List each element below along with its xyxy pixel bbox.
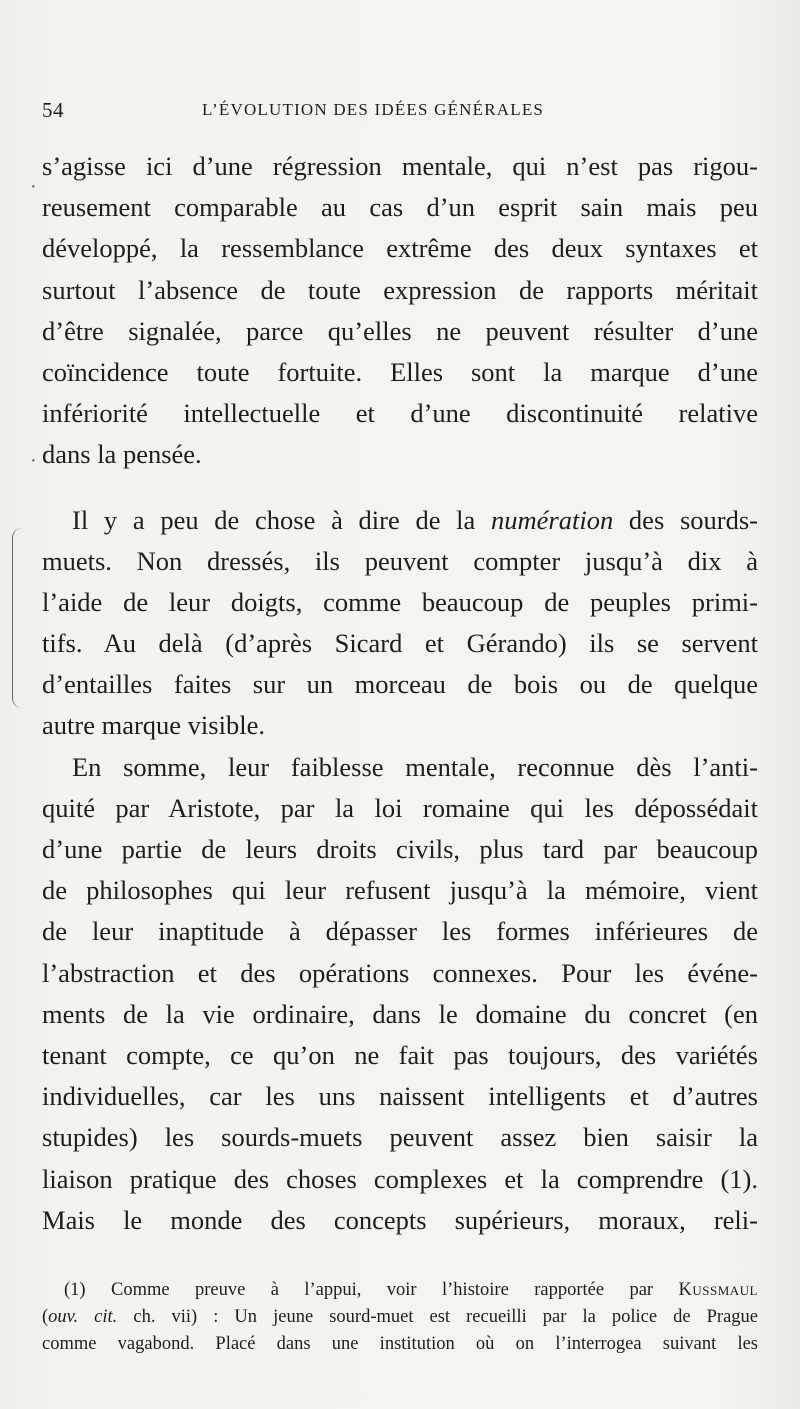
footnote-line: (ouv. cit. ch. vii) : Un jeune sourd-muet est recueilli par la police de Prague xyxy=(42,1307,758,1327)
text-line: de philosophes qui leur refusent jusqu’à la mémoire, vient xyxy=(42,875,758,906)
text-line: quité par Aristote, par la loi romaine qui les dépossédait xyxy=(42,792,758,823)
text-line: développé, la ressemblance extrême des deux syntaxes et xyxy=(42,233,758,264)
margin-dot: · xyxy=(30,176,37,198)
text-run: des sourds- xyxy=(613,504,758,535)
running-title: L’ÉVOLUTION DES IDÉES GÉNÉRALES xyxy=(202,100,545,119)
text-run: Il y a peu de chose à dire de la xyxy=(72,504,492,535)
paragraph-spacer xyxy=(42,476,758,500)
text-line: individuelles, car les uns naissent intelligents et d’autres xyxy=(42,1081,758,1112)
text-line: reusement comparable au cas d’un esprit sain mais peu xyxy=(42,192,758,223)
emphasis-numeration: numération xyxy=(491,504,614,535)
margin-dot: · xyxy=(30,450,37,472)
text-line: coïncidence toute fortuite. Elles sont la marque d’une xyxy=(42,356,758,387)
text-line: surtout l’absence de toute expression de rapports méritait xyxy=(42,274,758,305)
text-line: muets. Non dressés, ils peuvent compter jusqu’à dix à xyxy=(42,545,758,576)
footnotes xyxy=(42,1277,758,1358)
text-line: dans la pensée. xyxy=(42,439,202,470)
text-run: ch. vii) : Un jeune sourd-muet est recueilli par la police de Prague xyxy=(117,1307,758,1327)
text-line: d’entailles faites sur un morceau de bois ou de quelque xyxy=(42,669,758,700)
text-line xyxy=(42,500,758,541)
text-line: l’abstraction et des opérations connexes. Pour les événe- xyxy=(42,957,758,988)
author-name: Kussmaul xyxy=(678,1280,758,1300)
text-line: infériorité intellectuelle et d’une discontinuité relative xyxy=(42,398,758,429)
paragraph-2 xyxy=(42,500,758,747)
text-line: stupides) les sourds-muets peuvent assez bien saisir la xyxy=(42,1122,758,1153)
footnote-line xyxy=(42,1277,758,1304)
text-line: d’une partie de leurs droits civils, plus tard par beaucoup xyxy=(42,834,758,864)
emphasis-citation: ouv. cit. xyxy=(48,1307,118,1327)
text-line: Mais le monde des concepts supérieurs, moraux, reli- xyxy=(42,1204,758,1235)
text-line: l’aide de leur doigts, comme beaucoup de peuples primi- xyxy=(42,586,758,617)
text-line: liaison pratique des choses complexes et la comprendre (1). xyxy=(42,1163,758,1194)
text-run: (1) Comme preuve à l’appui, voir l’histoire rapportée par xyxy=(64,1280,679,1300)
text-line: d’être signalée, parce qu’elles ne peuvent résulter d’une xyxy=(42,315,758,346)
text-line: de leur inaptitude à dépasser les formes inférieures de xyxy=(42,916,758,947)
paragraph-3 xyxy=(42,747,758,1241)
text-line: autre marque visible. xyxy=(42,710,265,741)
paragraph-1 xyxy=(42,146,758,476)
margin-bracket-mark xyxy=(12,528,27,708)
footnote-line: comme vagabond. Placé dans une institution où on l’interrogea suivant les xyxy=(42,1334,758,1354)
text-line: tifs. Au delà (d’après Sicard et Gérando) ils se servent xyxy=(42,628,758,659)
text-line: En somme, leur faiblesse mentale, reconnue dès l’anti- xyxy=(72,751,758,782)
page-header xyxy=(42,98,758,128)
text-line: ments de la vie ordinaire, dans le domaine du concret (en xyxy=(42,998,758,1029)
page-number: 54 xyxy=(42,98,64,122)
main-text xyxy=(42,146,758,1241)
text-line: tenant compte, ce qu’on ne fait pas toujours, des variétés xyxy=(42,1039,758,1070)
text-line: s’agisse ici d’une régression mentale, qui n’est pas rigou- xyxy=(42,151,758,181)
